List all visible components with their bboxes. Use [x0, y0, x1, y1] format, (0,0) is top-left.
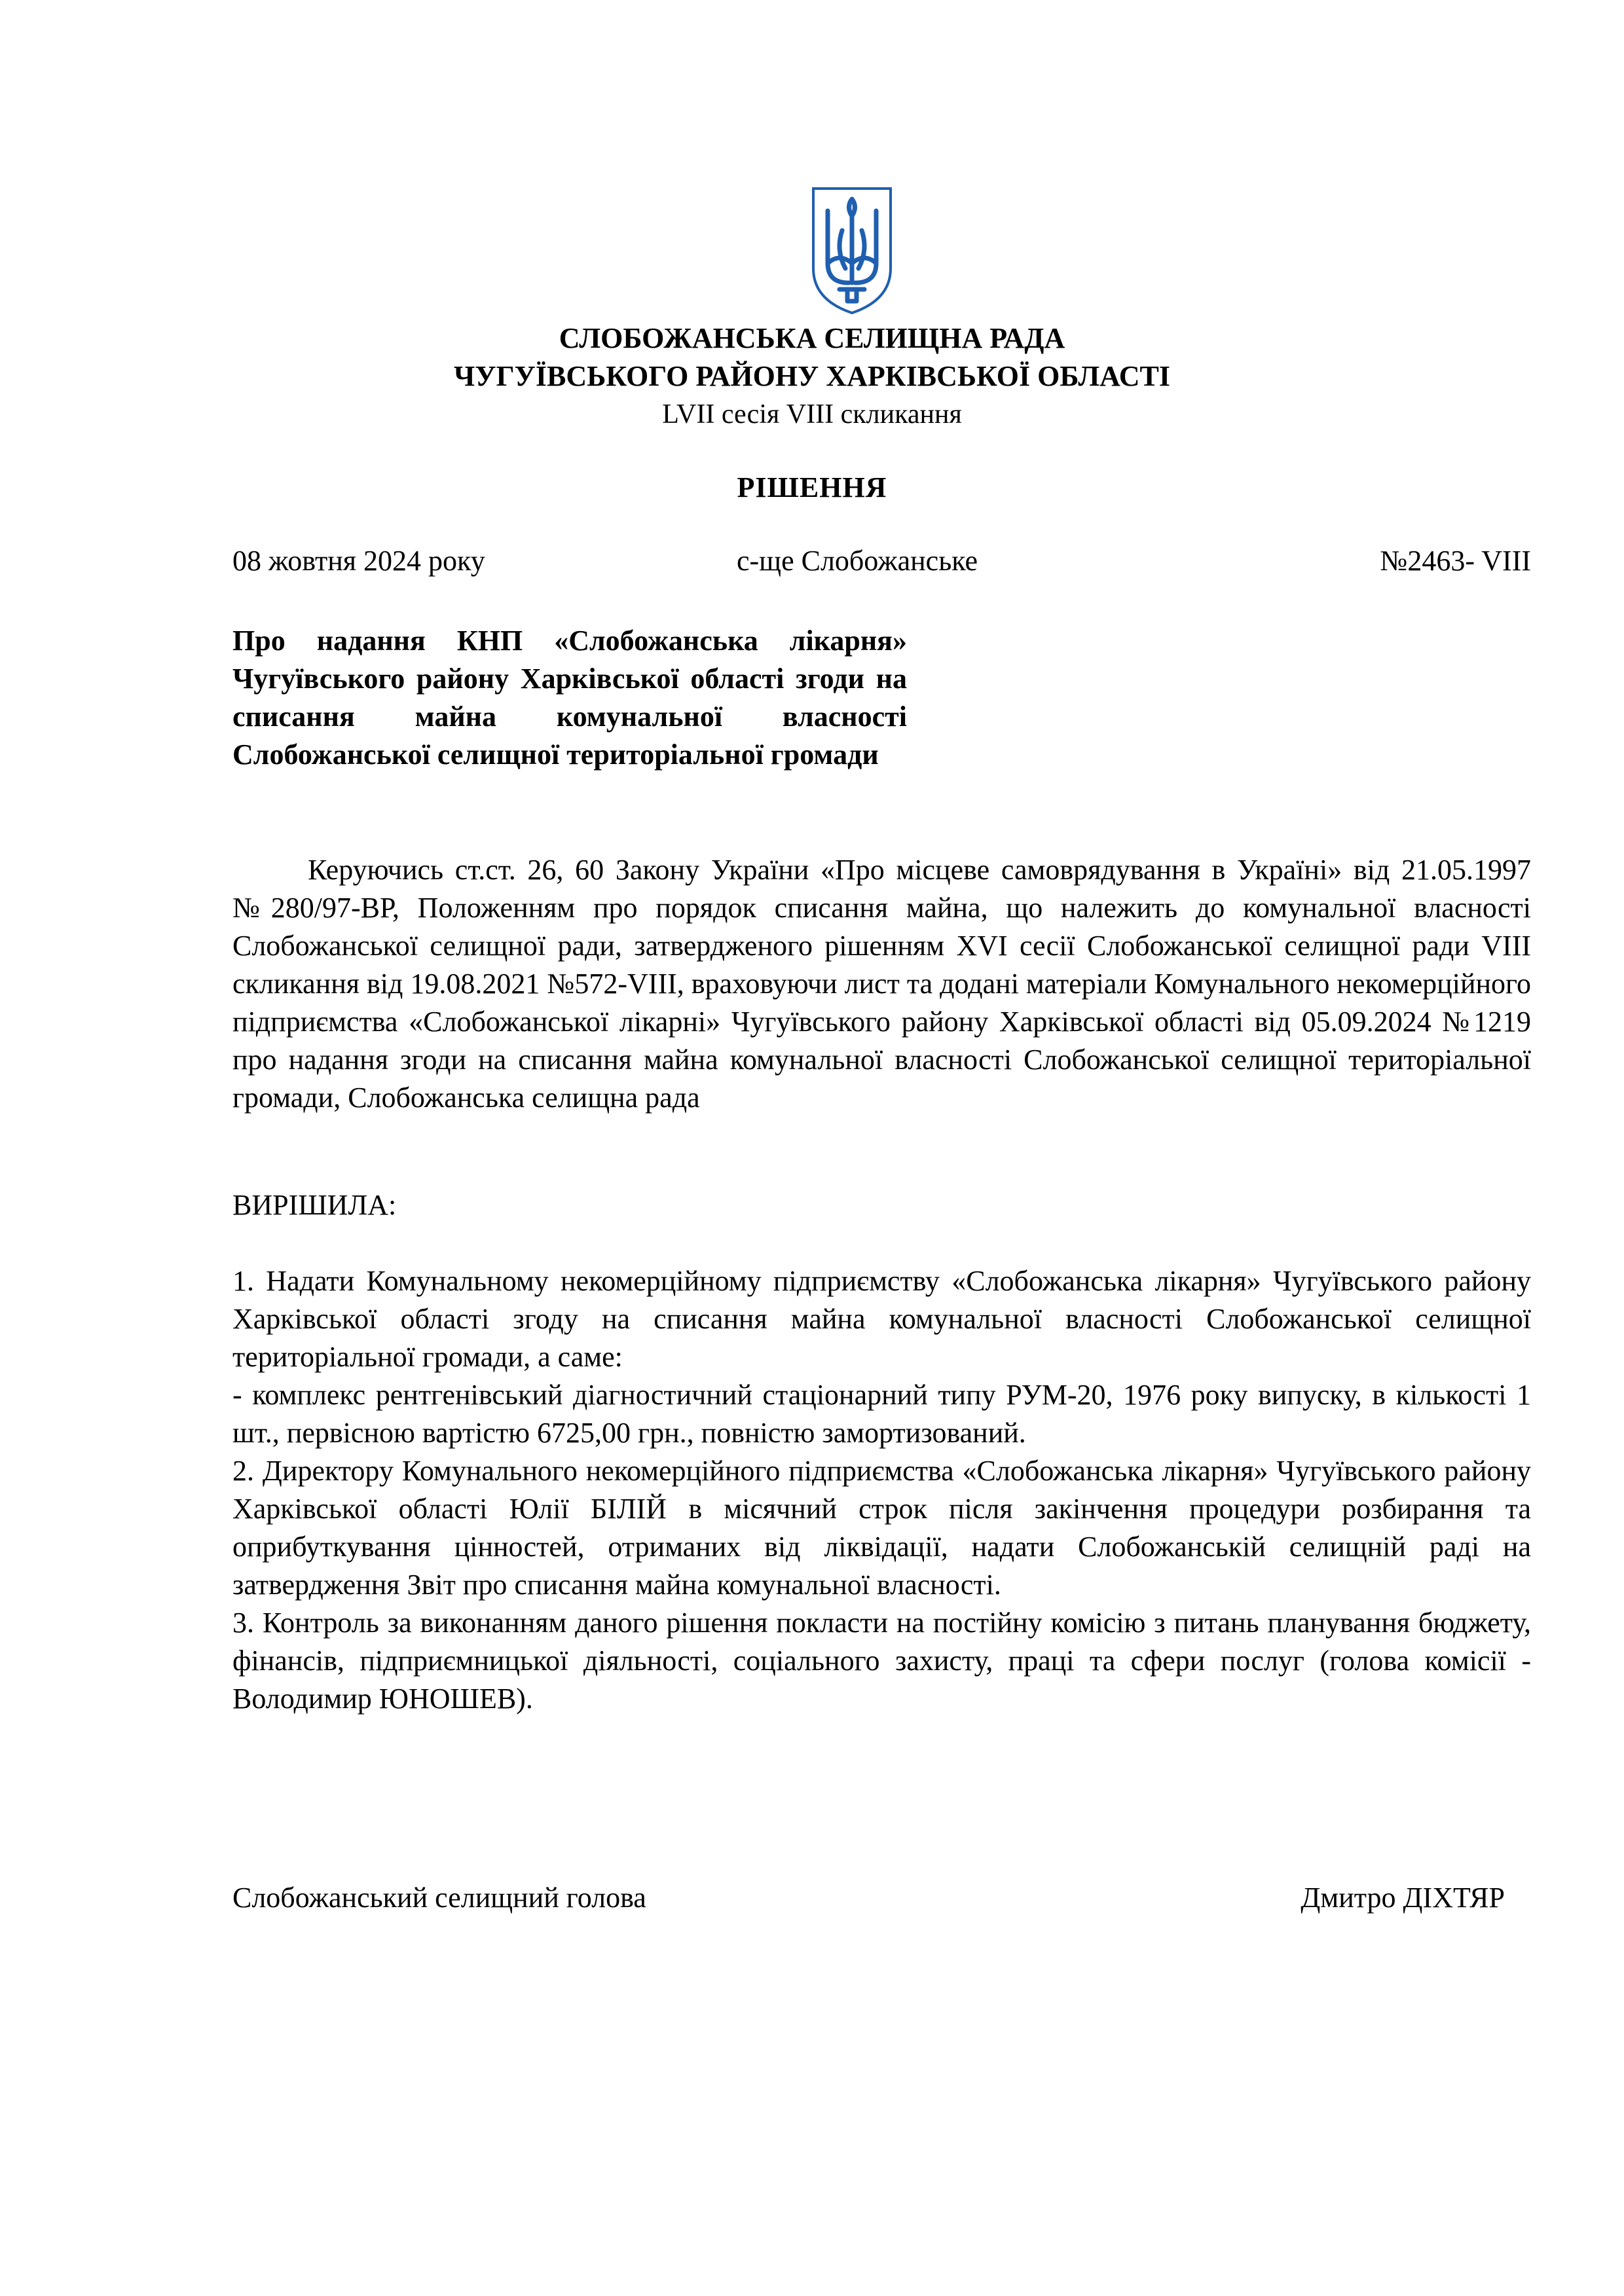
decision-date: 08 жовтня 2024 року — [232, 545, 485, 577]
resolution-item-2: 2. Директору Комунального некомерційного підприємства «Слобожанська лікарня» Чугуївського району Харківської області Юлії БІЛІЙ в місячний строк після закінчення процедури розбирання та оприбуткування цінностей, отриманих від ліквідації, надати Слобожанській селищній раді на затвердження Звіт про списання майна комунальної власності. — [232, 1455, 1531, 1601]
decision-number: №2463- VIII — [1380, 545, 1531, 577]
trident-coat-of-arms-icon — [809, 185, 895, 316]
signatory-position: Слобожанський селищний голова — [232, 1882, 646, 1914]
decision-place: с-ще Слобожанське — [737, 545, 978, 577]
signature-row — [232, 1879, 1531, 1917]
decision-subject: Про надання КНП «Слобожанська лікарня» Чугуївського району Харківської області згоди на списання майна комунальної власності Слобожанської селищної територіальної громади — [232, 625, 907, 771]
decision-meta-row — [232, 542, 1531, 580]
resolution-item-1-detail: - комплекс рентгенівський діагностичний стаціонарний типу РУМ-20, 1976 року випуску, в кількості 1 шт., первісною вартістю 6725,00 грн., повністю замортизований. — [232, 1379, 1531, 1449]
district-region: ЧУГУЇВСЬКОГО РАЙОНУ ХАРКІВСЬКОЇ ОБЛАСТІ — [453, 360, 1170, 392]
council-name: СЛОБОЖАНСЬКА СЕЛИЩНА РАДА — [559, 322, 1065, 354]
resolution-item-3: 3. Контроль за виконанням даного рішення покласти на постійну комісію з питань планування бюджету, фінансів, підприємницької діяльності, соціального захисту, праці та сфери послуг (голова комісії - Володимир ЮНОШЕВ). — [232, 1607, 1531, 1715]
preamble-paragraph: Керуючись ст.ст. 26, 60 Закону України «Про місцеве самоврядування в Україні» від 21.05.1997 №280/97-ВР, Положенням про порядок списання майна, що належить до комунальної власності Слобожанської селищної ради, затвердженого рішенням XVI сесії Слобожанської селищної ради VIII скликання від 19.08.2021 №572-VIII, враховуючи лист та додані матеріали Комунального некомерційного підприємства «Слобожанської лікарні» Чугуївського району Харківської області від 05.09.2024 №1219 про надання згоди на списання майна комунальної власності Слобожанської селищної територіальної громади, Слобожанська селищна рада — [232, 854, 1531, 1114]
resolved-label: ВИРІШИЛА: — [232, 1189, 397, 1221]
signatory-name: Дмитро ДІХТЯР — [1301, 1882, 1505, 1914]
resolution-item-1: 1. Надати Комунальному некомерційному підприємству «Слобожанська лікарня» Чугуївського району Харківської області згоду на списання майна комунальної власності Слобожанської селищної територіальної громади, а саме: — [232, 1265, 1531, 1373]
document-type-title: РІШЕННЯ — [737, 471, 887, 503]
resolution-items — [232, 1262, 1531, 1718]
session-line: LVII сесія VIII скликання — [662, 399, 962, 429]
